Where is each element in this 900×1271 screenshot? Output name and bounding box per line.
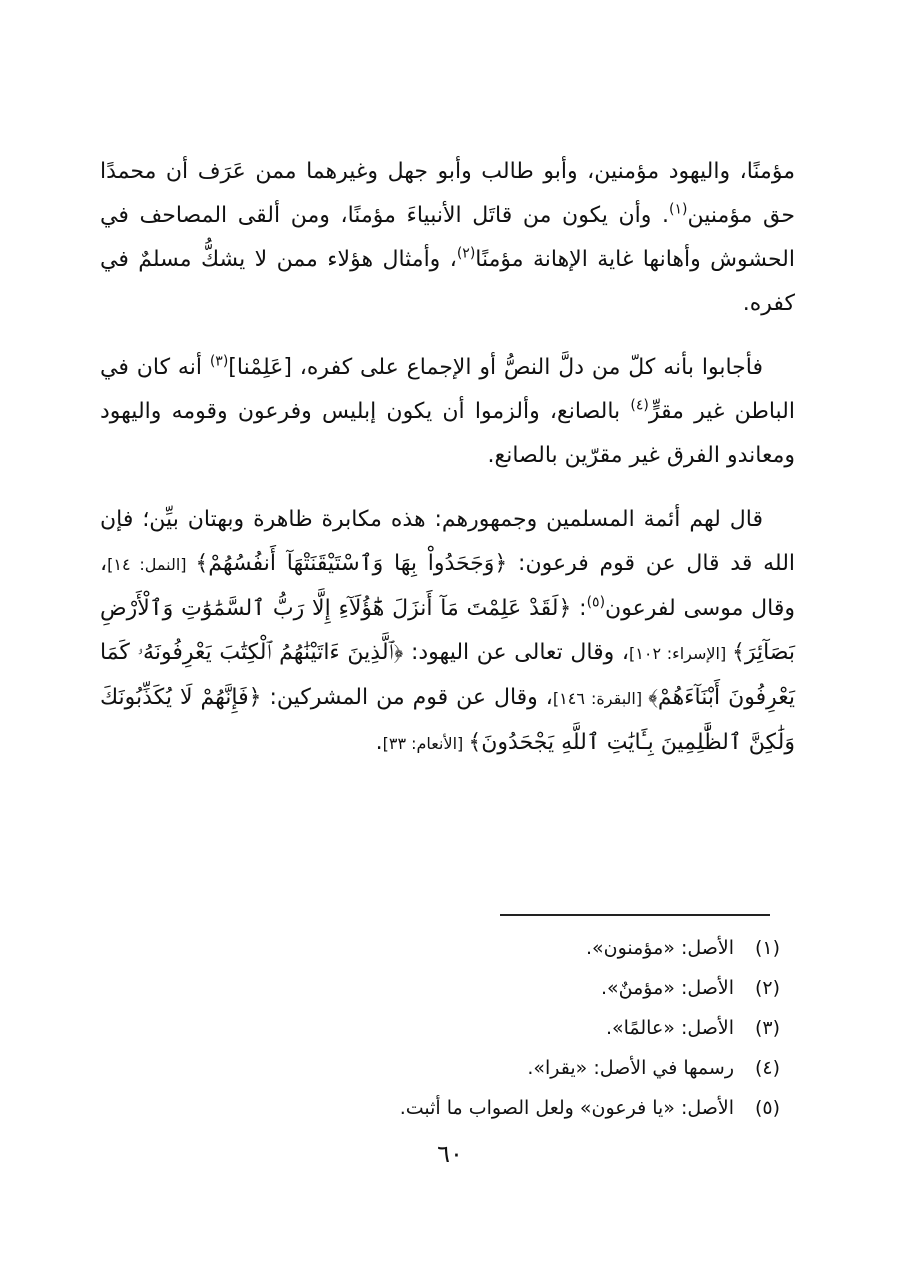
- paragraph-1: [100, 150, 795, 326]
- text-segment: ، وأمثال هؤلاء ممن لا يشكُّ مسلمٌ في كفره.: [100, 247, 795, 316]
- verse-reference: [الإسراء: ١٠٢]: [629, 644, 732, 663]
- quran-verse: ﴿ٱلَّذِينَ ءَاتَيْنَٰهُمُ ٱلْكِتَٰبَ يَعْرِفُونَهُۥ كَمَا يَعْرِفُونَ أَبْنَآءَهُمْ﴾: [100, 640, 796, 710]
- text-segment: مؤمنًا، واليهود مؤمنين، وأبو طالب وأبو جهل وغيرهما ممن عَرَف أن محمدًا حق مؤمنين: [100, 159, 796, 228]
- footnote-ref-2[interactable]: (٢): [456, 245, 476, 262]
- text-segment: فأجابوا بأنه كلّ من دلَّ النصُّ أو الإجماع على كفره، [عَلِمْنا]: [228, 355, 763, 380]
- footnote-ref-1[interactable]: (١): [669, 201, 688, 218]
- footnote-number: (٤): [754, 1057, 780, 1079]
- main-text: [100, 150, 795, 786]
- text-segment: .: [375, 730, 383, 755]
- footnote-ref-5[interactable]: (٥): [586, 594, 606, 611]
- footnote-4: [360, 1048, 780, 1088]
- page-number: ٦٠: [437, 1140, 463, 1168]
- footnotes: [360, 928, 780, 1128]
- footnote-text: الأصل: «عالمًا».: [605, 1017, 734, 1039]
- footnote-ref-4[interactable]: (٤): [630, 397, 649, 414]
- paragraph-2: [100, 346, 795, 478]
- text-segment: ، وقال تعالى عن اليهود:: [403, 640, 630, 665]
- footnote-text: الأصل: «مؤمنون».: [585, 937, 734, 959]
- footnote-ref-3[interactable]: (٣): [209, 353, 229, 370]
- footnote-5: [360, 1088, 780, 1128]
- quran-verse: ﴿لَقَدْ عَلِمْتَ مَآ أَنزَلَ هَٰٓؤُلَآءِ إِلَّا رَبُّ ٱلسَّمَٰوَٰتِ وَٱلْأَرْضِ بَصَآئِرَ﴾: [100, 596, 795, 665]
- footnote-divider: [500, 914, 770, 916]
- footnote-number: (٣): [754, 1017, 780, 1039]
- footnote-text: رسمها في الأصل: «يقرا».: [527, 1057, 734, 1079]
- verse-reference: [الأنعام: ٣٣]: [382, 734, 469, 753]
- text-segment: أنه كان في الباطن غير مقرٍّ: [100, 355, 795, 424]
- footnote-2: [360, 968, 780, 1008]
- paragraph-3: [100, 498, 795, 766]
- text-segment: ، وقال موسى لفرعون: [100, 551, 796, 621]
- verse-reference: [النمل: ١٤]: [107, 555, 196, 574]
- footnote-3: [360, 1008, 780, 1048]
- text-segment: ، وقال عن قوم من المشركين:: [261, 685, 553, 710]
- footnote-text: الأصل: «يا فرعون» ولعل الصواب ما أثبت.: [399, 1097, 734, 1119]
- quran-verse: ﴿فَإِنَّهُمْ لَا يُكَذِّبُونَكَ وَلَٰكِنَّ ٱلظَّٰلِمِينَ بِـَٔايَٰتِ ٱللَّهِ يَجْحَدُونَ﴾: [100, 685, 795, 755]
- footnote-number: (١): [754, 937, 780, 959]
- text-segment: :: [571, 596, 587, 621]
- text-segment: بالصانع، وألزموا أن يكون إبليس وفرعون وقومه واليهود ومعاندو الفرق غير مقرّين بالصانع.: [100, 399, 795, 468]
- footnote-1: [360, 928, 780, 968]
- text-segment: . وأن يكون من قاتَل الأنبياءَ مؤمنًا، ومن ألقى المصاحف في الحشوش وأهانها غاية الإهانة مؤمنًا: [100, 203, 795, 272]
- footnote-text: الأصل: «مؤمنٌ».: [601, 977, 734, 999]
- text-segment: قال لهم أئمة المسلمين وجمهورهم: هذه مكابرة ظاهرة وبهتان بيِّن؛ فإن الله قد قال عن قوم فرعون:: [100, 507, 796, 576]
- verse-reference: [البقرة: ١٤٦]: [552, 689, 649, 708]
- footnote-number: (٢): [754, 977, 780, 999]
- footnote-number: (٥): [754, 1097, 780, 1119]
- quran-verse: ﴿وَجَحَدُواْ بِهَا وَٱسْتَيْقَنَتْهَآ أَنفُسُهُمْ﴾: [195, 551, 508, 576]
